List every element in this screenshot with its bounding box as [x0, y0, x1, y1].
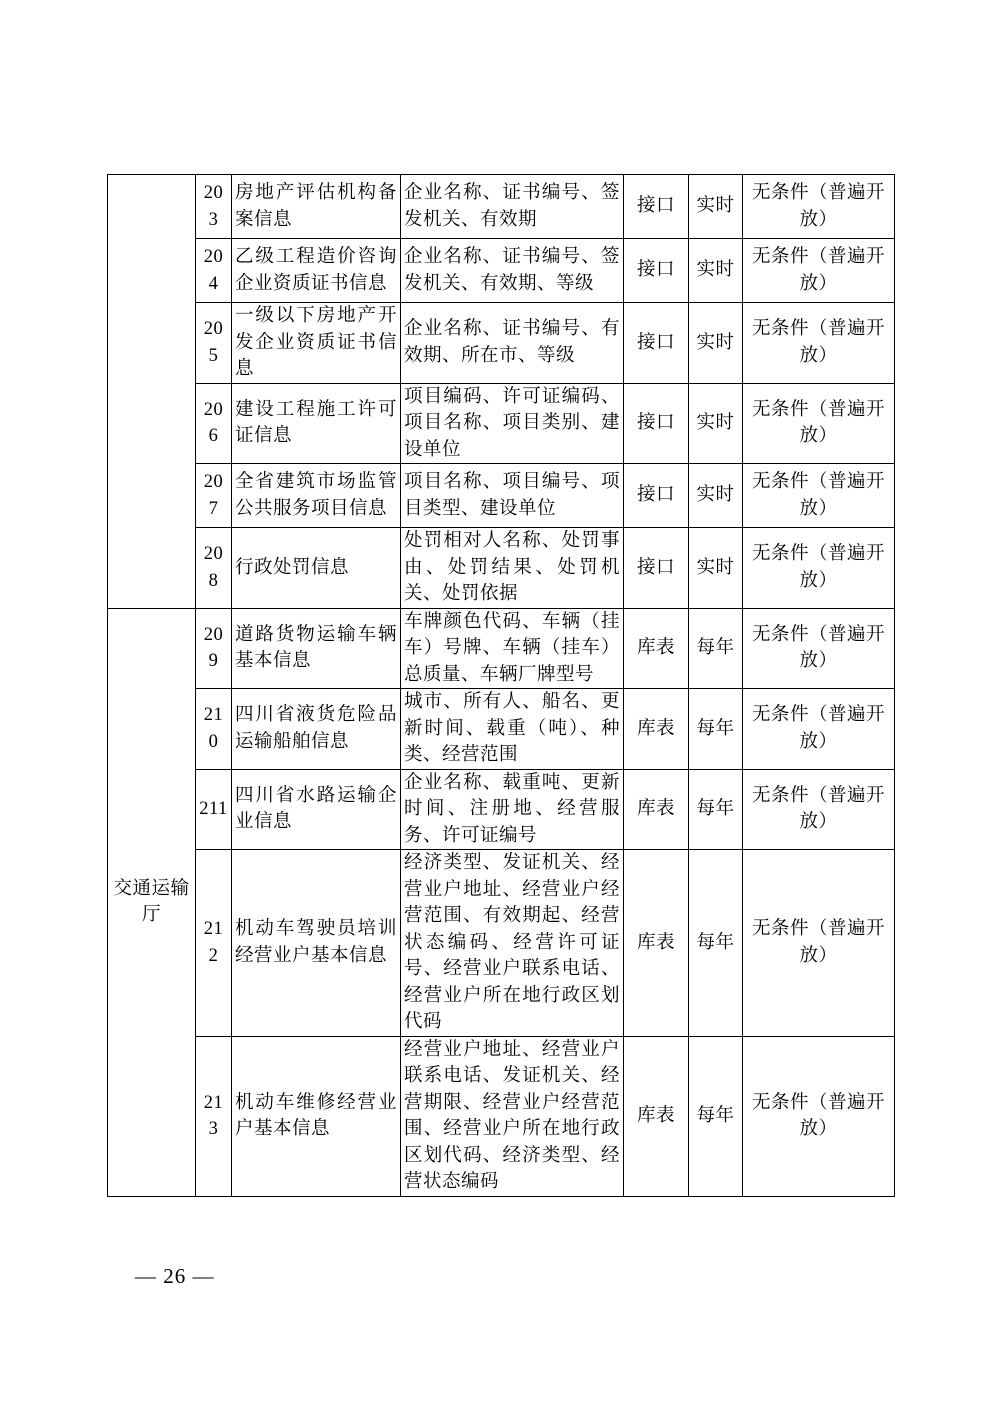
row-number: 204 — [196, 239, 232, 303]
page-number: — 26 — — [135, 1264, 215, 1288]
data-catalog-table — [107, 174, 895, 1197]
update-frequency: 每年 — [689, 608, 743, 689]
info-fields: 处罚相对人名称、处罚事由、处罚结果、处罚机关、处罚依据 — [401, 528, 624, 609]
table-row — [108, 1036, 895, 1196]
info-fields: 项目名称、项目编号、项目类型、建设单位 — [401, 464, 624, 528]
table-row — [108, 175, 895, 239]
open-condition: 无条件（普遍开放） — [743, 464, 895, 528]
info-name: 道路货物运输车辆基本信息 — [232, 608, 401, 689]
row-number: 207 — [196, 464, 232, 528]
info-name: 四川省液货危险品运输船舶信息 — [232, 689, 401, 770]
open-condition: 无条件（普遍开放） — [743, 850, 895, 1037]
info-name: 机动车驾驶员培训经营业户基本信息 — [232, 850, 401, 1037]
table-row — [108, 528, 895, 609]
open-condition: 无条件（普遍开放） — [743, 1036, 895, 1196]
row-number: 208 — [196, 528, 232, 609]
update-frequency: 每年 — [689, 850, 743, 1037]
share-mode: 库表 — [624, 608, 689, 689]
department-cell — [108, 175, 196, 609]
info-fields: 经营业户地址、经营业户联系电话、发证机关、经营期限、经营业户经营范围、经营业户所在地行政区划代码、经济类型、经营状态编码 — [401, 1036, 624, 1196]
info-name: 机动车维修经营业户基本信息 — [232, 1036, 401, 1196]
info-name: 行政处罚信息 — [232, 528, 401, 609]
table-row — [108, 383, 895, 464]
open-condition: 无条件（普遍开放） — [743, 528, 895, 609]
info-fields: 城市、所有人、船名、更新时间、载重（吨）、种类、经营范围 — [401, 689, 624, 770]
open-condition: 无条件（普遍开放） — [743, 769, 895, 850]
share-mode: 库表 — [624, 850, 689, 1037]
row-number: 206 — [196, 383, 232, 464]
share-mode: 库表 — [624, 689, 689, 770]
share-mode: 接口 — [624, 464, 689, 528]
update-frequency: 实时 — [689, 464, 743, 528]
open-condition: 无条件（普遍开放） — [743, 303, 895, 384]
info-name: 乙级工程造价咨询企业资质证书信息 — [232, 239, 401, 303]
share-mode: 库表 — [624, 1036, 689, 1196]
share-mode: 接口 — [624, 383, 689, 464]
table-row — [108, 303, 895, 384]
row-number: 213 — [196, 1036, 232, 1196]
row-number: 210 — [196, 689, 232, 770]
update-frequency: 实时 — [689, 175, 743, 239]
share-mode: 接口 — [624, 303, 689, 384]
update-frequency: 实时 — [689, 239, 743, 303]
info-fields: 企业名称、载重吨、更新时间、注册地、经营服务、许可证编号 — [401, 769, 624, 850]
open-condition: 无条件（普遍开放） — [743, 689, 895, 770]
row-number: 209 — [196, 608, 232, 689]
info-name: 建设工程施工许可证信息 — [232, 383, 401, 464]
info-fields: 项目编码、许可证编码、项目名称、项目类别、建设单位 — [401, 383, 624, 464]
open-condition: 无条件（普遍开放） — [743, 608, 895, 689]
info-name: 房地产评估机构备案信息 — [232, 175, 401, 239]
department-cell: 交通运输厅 — [108, 608, 196, 1196]
update-frequency: 每年 — [689, 769, 743, 850]
row-number: 211 — [196, 769, 232, 850]
update-frequency: 每年 — [689, 1036, 743, 1196]
table-row — [108, 769, 895, 850]
row-number: 205 — [196, 303, 232, 384]
info-fields: 企业名称、证书编号、签发机关、有效期、等级 — [401, 239, 624, 303]
info-fields: 企业名称、证书编号、签发机关、有效期 — [401, 175, 624, 239]
info-name: 四川省水路运输企业信息 — [232, 769, 401, 850]
share-mode: 库表 — [624, 769, 689, 850]
table-row — [108, 464, 895, 528]
info-fields: 经济类型、发证机关、经营业户地址、经营业户经营范围、有效期起、经营状态编码、经营许可证号、经营业户联系电话、经营业户所在地行政区划代码 — [401, 850, 624, 1037]
table-row — [108, 850, 895, 1037]
row-number: 203 — [196, 175, 232, 239]
info-fields: 车牌颜色代码、车辆（挂车）号牌、车辆（挂车）总质量、车辆厂牌型号 — [401, 608, 624, 689]
update-frequency: 实时 — [689, 528, 743, 609]
row-number: 212 — [196, 850, 232, 1037]
share-mode: 接口 — [624, 239, 689, 303]
update-frequency: 每年 — [689, 689, 743, 770]
open-condition: 无条件（普遍开放） — [743, 383, 895, 464]
info-fields: 企业名称、证书编号、有效期、所在市、等级 — [401, 303, 624, 384]
info-name: 全省建筑市场监管公共服务项目信息 — [232, 464, 401, 528]
open-condition: 无条件（普遍开放） — [743, 175, 895, 239]
share-mode: 接口 — [624, 175, 689, 239]
table-row — [108, 689, 895, 770]
update-frequency: 实时 — [689, 383, 743, 464]
info-name: 一级以下房地产开发企业资质证书信息 — [232, 303, 401, 384]
update-frequency: 实时 — [689, 303, 743, 384]
table-row — [108, 608, 895, 689]
share-mode: 接口 — [624, 528, 689, 609]
table-row — [108, 239, 895, 303]
open-condition: 无条件（普遍开放） — [743, 239, 895, 303]
